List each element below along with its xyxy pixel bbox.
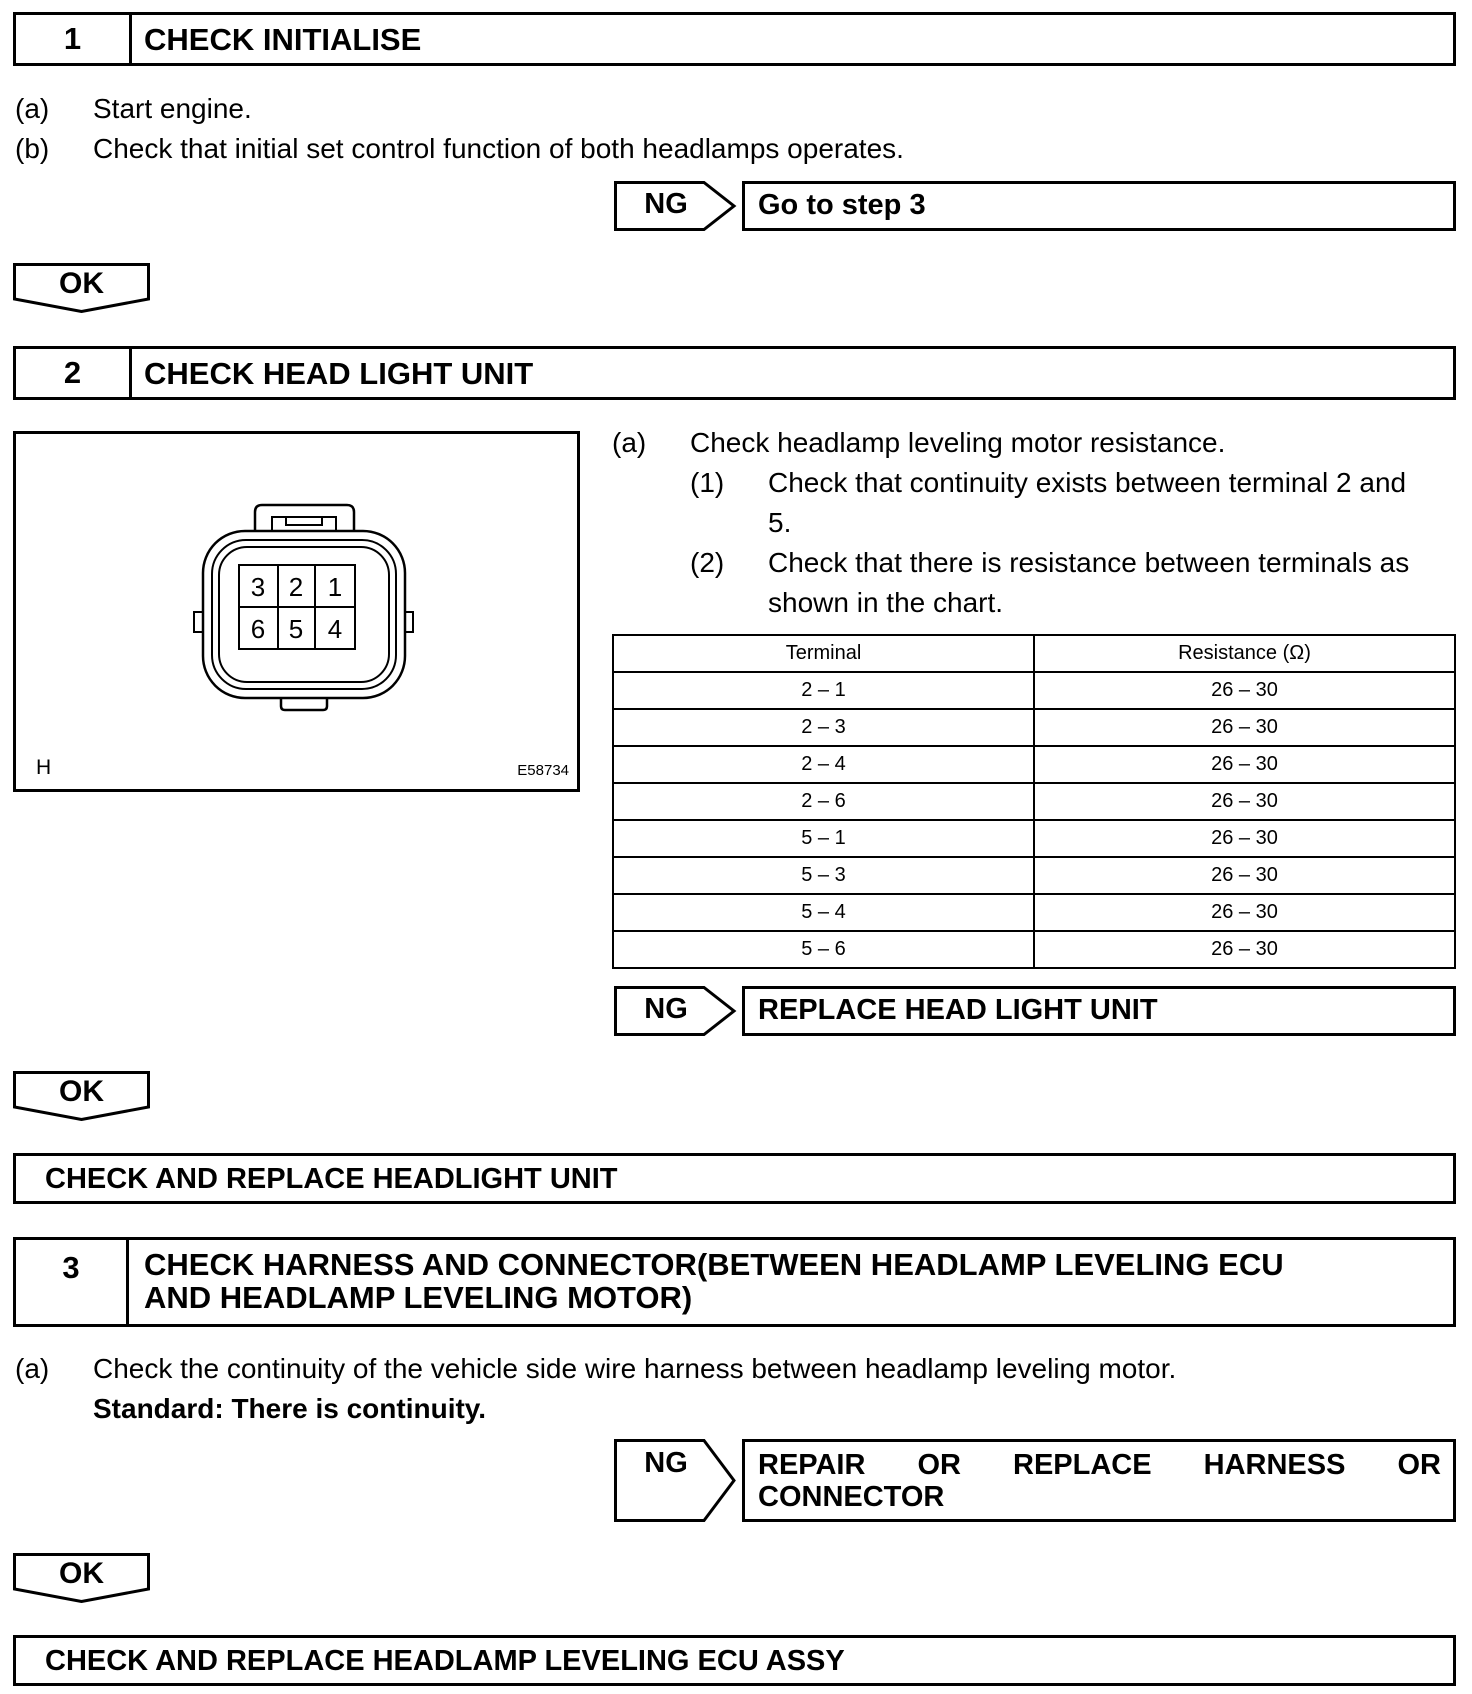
figure-id: E58734 xyxy=(517,762,569,779)
terminal-cell: 5 – 1 xyxy=(613,820,1034,857)
item-text: Check the continuity of the vehicle side wire harness between headlamp leveling motor. xyxy=(93,1353,1177,1384)
figure-corner-label: H xyxy=(36,756,52,779)
item-text-line1: Check that continuity exists between terminal 2 and xyxy=(768,467,1407,498)
ng-result-line-1 xyxy=(758,1450,1441,1481)
pin-5: 5 xyxy=(288,614,304,644)
resistance-cell: 26 – 30 xyxy=(1034,672,1455,709)
item-label: (a) xyxy=(612,427,647,458)
table-row xyxy=(613,931,1455,968)
step-1-number: 1 xyxy=(16,15,132,63)
resistance-cell: 26 – 30 xyxy=(1034,783,1455,820)
ng-result-word: REPAIR xyxy=(758,1449,866,1481)
ng-result-box xyxy=(742,986,1456,1036)
ok-label: OK xyxy=(59,1557,104,1590)
table-row xyxy=(613,672,1455,709)
resistance-cell: 26 – 30 xyxy=(1034,709,1455,746)
table-row xyxy=(613,746,1455,783)
step-2-ok-marker xyxy=(13,1071,150,1121)
terminal-cell: 5 – 4 xyxy=(613,894,1034,931)
pin-1: 1 xyxy=(327,572,343,602)
step-1-ng-branch xyxy=(614,181,1456,231)
step-1-title: CHECK INITIALISE xyxy=(144,22,422,57)
header-terminal: Terminal xyxy=(613,635,1034,672)
step-3-final-action xyxy=(13,1635,1456,1686)
item-label: (1) xyxy=(690,467,725,498)
terminal-cell: 2 – 6 xyxy=(613,783,1034,820)
step-3-ok-marker xyxy=(13,1553,150,1603)
resistance-cell: 26 – 30 xyxy=(1034,857,1455,894)
ng-result-word: OR xyxy=(1397,1449,1441,1481)
item-text: Check that initial set control function of both headlamps operates. xyxy=(93,133,904,164)
resistance-cell: 26 – 30 xyxy=(1034,746,1455,783)
step-3-number: 3 xyxy=(16,1240,129,1324)
pin-4: 4 xyxy=(327,614,343,644)
terminal-cell: 2 – 4 xyxy=(613,746,1034,783)
pin-6: 6 xyxy=(250,614,266,644)
terminal-cell: 5 – 3 xyxy=(613,857,1034,894)
item-text-line2: 5. xyxy=(768,507,792,538)
pin-2: 2 xyxy=(288,572,304,602)
step-1-header xyxy=(13,12,1456,66)
item-text-line1: Check that there is resistance between terminals as xyxy=(768,547,1410,578)
item-text-line2: shown in the chart. xyxy=(768,587,1004,618)
item-label: (a) xyxy=(15,1353,50,1384)
ok-label: OK xyxy=(59,267,104,300)
table-row xyxy=(613,857,1455,894)
ng-result-text: REPLACE HEAD LIGHT UNIT xyxy=(758,994,1158,1026)
terminal-cell: 2 – 3 xyxy=(613,709,1034,746)
step-2-title: CHECK HEAD LIGHT UNIT xyxy=(144,356,534,391)
connector-figure xyxy=(13,431,580,792)
terminal-cell: 2 – 1 xyxy=(613,672,1034,709)
connector-diagram xyxy=(16,434,577,789)
ng-result-word: HARNESS xyxy=(1203,1449,1346,1481)
final-action-text: CHECK AND REPLACE HEADLIGHT UNIT xyxy=(45,1163,618,1195)
resistance-table xyxy=(612,634,1456,969)
ok-label: OK xyxy=(59,1075,104,1108)
ng-label: NG xyxy=(644,188,688,220)
pin-3: 3 xyxy=(250,572,266,602)
ng-result-box xyxy=(742,181,1456,231)
table-row xyxy=(613,783,1455,820)
step-2-header xyxy=(13,346,1456,400)
item-text: Check headlamp leveling motor resistance. xyxy=(690,427,1226,458)
step-2-final-action xyxy=(13,1153,1456,1204)
ng-result-line-2: CONNECTOR xyxy=(758,1481,945,1513)
standard-text: Standard: There is continuity. xyxy=(93,1393,487,1424)
ng-result-box xyxy=(742,1439,1456,1522)
step-3-title-line-1: CHECK HARNESS AND CONNECTOR(BETWEEN HEADLAMP LEVELING ECU xyxy=(144,1247,1284,1282)
resistance-cell: 26 – 30 xyxy=(1034,820,1455,857)
resistance-cell: 26 – 30 xyxy=(1034,931,1455,968)
table-row xyxy=(613,894,1455,931)
final-action-text: CHECK AND REPLACE HEADLAMP LEVELING ECU ASSY xyxy=(45,1645,845,1677)
item-label: (2) xyxy=(690,547,725,578)
ng-result-word: REPLACE xyxy=(1013,1449,1152,1481)
ng-label: NG xyxy=(644,993,688,1025)
item-label: (a) xyxy=(15,93,50,124)
resistance-cell: 26 – 30 xyxy=(1034,894,1455,931)
step-3-header xyxy=(13,1237,1456,1327)
ng-result-word: OR xyxy=(917,1449,961,1481)
table-row xyxy=(613,709,1455,746)
header-resistance: Resistance (Ω) xyxy=(1034,635,1455,672)
table-header-row xyxy=(613,635,1455,672)
table-row xyxy=(613,820,1455,857)
item-text: Start engine. xyxy=(93,93,252,124)
step-2-number: 2 xyxy=(16,349,132,397)
ng-result-text: Go to step 3 xyxy=(758,189,926,221)
step-1-ok-marker xyxy=(13,263,150,313)
ng-label: NG xyxy=(644,1447,688,1479)
step-3-ng-branch xyxy=(614,1439,1456,1522)
step-2-ng-branch xyxy=(614,986,1456,1036)
step-3-title-line-2: AND HEADLAMP LEVELING MOTOR) xyxy=(144,1280,693,1315)
item-label: (b) xyxy=(15,133,50,164)
terminal-cell: 5 – 6 xyxy=(613,931,1034,968)
